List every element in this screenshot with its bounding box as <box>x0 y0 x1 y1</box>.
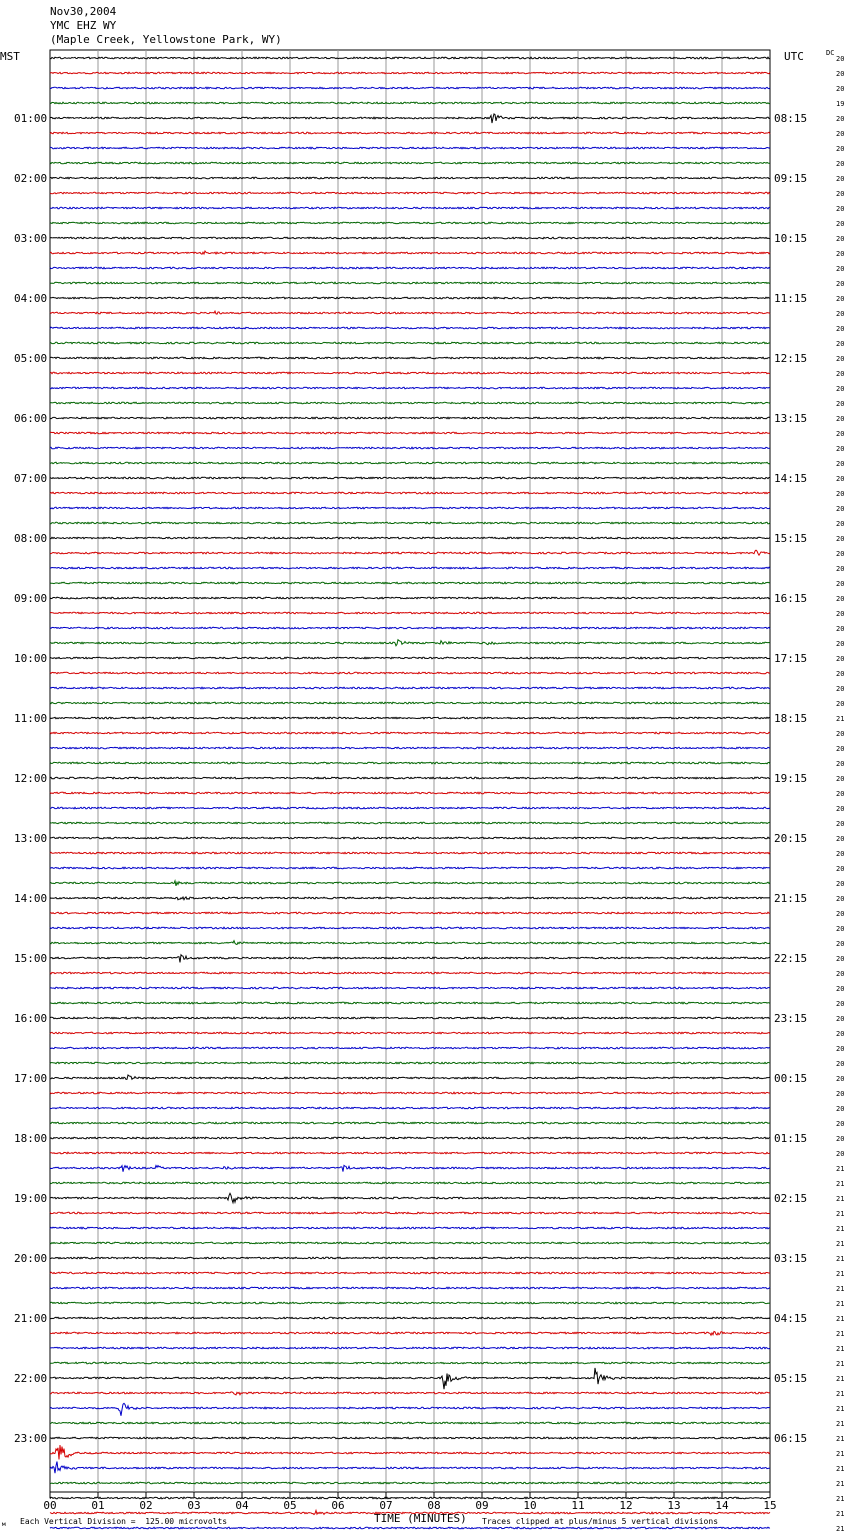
dc-offset-label: 20 <box>836 370 845 378</box>
trace-line <box>50 1122 770 1124</box>
dc-offset-label: 20 <box>836 595 845 603</box>
dc-offset-label: 20 <box>836 430 845 438</box>
mst-zone-label: MST <box>0 50 20 63</box>
dc-offset-label: 21 <box>836 1510 845 1518</box>
dc-offset-label: 20 <box>836 190 845 198</box>
dc-offset-label: 20 <box>836 1135 845 1143</box>
dc-offset-label: 20 <box>836 220 845 228</box>
dc-offset-label: 20 <box>836 700 845 708</box>
utc-hour-label: 13:15 <box>774 412 808 425</box>
trace-line <box>50 1227 770 1229</box>
dc-offset-label: 20 <box>836 865 845 873</box>
dc-offset-label: 20 <box>836 400 845 408</box>
trace-line <box>50 177 770 179</box>
utc-hour-label: 01:15 <box>774 1132 808 1145</box>
trace-line <box>50 717 770 719</box>
dc-offset-label: 20 <box>836 130 845 138</box>
trace-line <box>50 837 770 839</box>
dc-offset-label: 21 <box>836 1255 845 1263</box>
utc-hour-label: 14:15 <box>774 472 808 485</box>
dc-offset-label: 20 <box>836 895 845 903</box>
dc-offset-label: 20 <box>836 520 845 528</box>
utc-hour-label: 18:15 <box>774 712 808 725</box>
dc-offset-label: 19 <box>836 100 845 108</box>
trace-line <box>50 1165 770 1171</box>
x-tick-label: 09 <box>475 1499 489 1512</box>
x-tick-label: 06 <box>331 1499 345 1512</box>
dc-offset-label: 21 <box>836 1315 845 1323</box>
trace-line <box>50 1062 770 1064</box>
x-tick-label: 14 <box>715 1499 729 1512</box>
utc-hour-label: 20:15 <box>774 832 808 845</box>
dc-offset-label: 20 <box>836 235 845 243</box>
x-tick-label: 15 <box>763 1499 777 1512</box>
trace-line <box>50 1107 770 1109</box>
dc-offset-label: 20 <box>836 175 845 183</box>
dc-offset-label: 20 <box>836 805 845 813</box>
dc-offset-label: 21 <box>836 1375 845 1383</box>
x-tick-label: 13 <box>667 1499 681 1512</box>
dc-offset-label: 20 <box>836 295 845 303</box>
trace-line <box>50 912 770 914</box>
dc-offset-label: 20 <box>836 280 845 288</box>
utc-hour-label: 15:15 <box>774 532 808 545</box>
dc-offset-label: 21 <box>836 1180 845 1188</box>
dc-offset-label: 20 <box>836 655 845 663</box>
dc-offset-label: 20 <box>836 1030 845 1038</box>
utc-hour-label: 17:15 <box>774 652 808 665</box>
trace-line <box>50 192 770 194</box>
trace-line <box>50 807 770 809</box>
dc-offset-label: 20 <box>836 355 845 363</box>
utc-hour-label: 12:15 <box>774 352 808 365</box>
trace-line <box>50 881 770 886</box>
dc-offset-label: 21 <box>836 1195 845 1203</box>
dc-offset-label: 20 <box>836 310 845 318</box>
trace-line <box>50 822 770 824</box>
trace-line <box>50 1527 770 1529</box>
x-tick-label: 12 <box>619 1499 633 1512</box>
mst-hour-label: 20:00 <box>14 1252 48 1265</box>
dc-offset-label: 21 <box>836 1360 845 1368</box>
trace-line <box>50 1092 770 1094</box>
trace-line <box>50 507 770 509</box>
trace-line <box>50 657 770 659</box>
trace-line <box>50 1182 770 1184</box>
dc-offset-label: 20 <box>836 565 845 573</box>
x-tick-label: 01 <box>91 1499 105 1512</box>
trace-line <box>50 1482 770 1484</box>
dc-offset-label: 20 <box>836 685 845 693</box>
utc-hour-label: 05:15 <box>774 1372 808 1385</box>
mst-hour-label: 14:00 <box>14 892 48 905</box>
dc-offset-label: 21 <box>836 1495 845 1503</box>
dc-offset-label: 20 <box>836 1045 845 1053</box>
utc-hour-label: 10:15 <box>774 232 808 245</box>
clip-note: Traces clipped at plus/minus 5 vertical divisions <box>482 1517 719 1526</box>
utc-hour-label: 04:15 <box>774 1312 808 1325</box>
trace-line <box>50 222 770 224</box>
trace-line <box>50 1331 770 1335</box>
trace-line <box>50 1137 770 1139</box>
trace-line <box>50 627 770 629</box>
trace-line <box>50 372 770 374</box>
dc-offset-label: 21 <box>836 1225 845 1233</box>
dc-offset-label: 21 <box>836 1210 845 1218</box>
mst-hour-label: 18:00 <box>14 1132 48 1145</box>
mst-hour-label: 09:00 <box>14 592 48 605</box>
trace-line <box>50 612 770 614</box>
dc-offset-label: 21 <box>836 1240 845 1248</box>
x-tick-label: 10 <box>523 1499 537 1512</box>
x-axis-title: TIME (MINUTES) <box>374 1512 467 1525</box>
trace-line <box>50 897 770 900</box>
trace-line <box>50 1362 770 1364</box>
trace-line <box>50 1497 770 1499</box>
x-tick-label: 08 <box>427 1499 441 1512</box>
dc-offset-label: 21 <box>836 1465 845 1473</box>
dc-offset-label: 20 <box>836 1060 845 1068</box>
trace-line <box>50 550 770 555</box>
dc-offset-label: 20 <box>836 55 845 63</box>
dc-offset-label: 21 <box>836 1450 845 1458</box>
trace-line <box>50 57 770 59</box>
x-tick-label: 03 <box>187 1499 201 1512</box>
trace-line <box>50 1272 770 1274</box>
trace-line <box>50 987 770 989</box>
x-tick-label: 02 <box>139 1499 153 1512</box>
trace-line <box>50 852 770 854</box>
utc-hour-label: 22:15 <box>774 952 808 965</box>
dc-offset-label: 20 <box>836 1075 845 1083</box>
utc-hour-label: 09:15 <box>774 172 808 185</box>
dc-offset-label: 20 <box>836 670 845 678</box>
mst-hour-label: 17:00 <box>14 1072 48 1085</box>
trace-line <box>50 792 770 794</box>
trace-line <box>50 462 770 464</box>
trace-line <box>50 297 770 299</box>
trace-line <box>50 687 770 689</box>
mst-hour-label: 19:00 <box>14 1192 48 1205</box>
x-tick-label: 11 <box>571 1499 585 1512</box>
dc-offset-label: 20 <box>836 145 845 153</box>
dc-offset-label: 21 <box>836 1285 845 1293</box>
trace-line <box>50 147 770 149</box>
utc-hour-label: 03:15 <box>774 1252 808 1265</box>
trace-line <box>50 747 770 749</box>
trace-line <box>50 1193 770 1202</box>
trace-line <box>50 762 770 764</box>
mst-hour-label: 11:00 <box>14 712 48 725</box>
dc-offset-label: 20 <box>836 505 845 513</box>
trace-line <box>50 114 770 123</box>
mst-hour-label: 10:00 <box>14 652 48 665</box>
trace-line <box>50 1287 770 1289</box>
dc-offset-label: 20 <box>836 160 845 168</box>
corner-mark: м <box>2 1521 6 1528</box>
dc-offset-label: 20 <box>836 1015 845 1023</box>
trace-line <box>50 1347 770 1349</box>
mst-hour-label: 23:00 <box>14 1432 48 1445</box>
trace-line <box>50 777 770 779</box>
trace-line <box>50 207 770 209</box>
trace-line <box>50 72 770 74</box>
dc-offset-label: 21 <box>836 1480 845 1488</box>
utc-hour-label: 06:15 <box>774 1432 808 1445</box>
dc-offset-label: 20 <box>836 70 845 78</box>
dc-offset-label: 20 <box>836 385 845 393</box>
dc-offset-label: 21 <box>836 1390 845 1398</box>
trace-line <box>50 447 770 449</box>
dc-offset-label: 21 <box>836 715 845 723</box>
label-layer <box>14 55 844 1534</box>
trace-line <box>50 1152 770 1154</box>
trace-line <box>50 1257 770 1259</box>
dc-offset-label: 21 <box>836 1300 845 1308</box>
dc-offset-label: 20 <box>836 445 845 453</box>
trace-line <box>50 1392 770 1395</box>
trace-line <box>50 1445 770 1460</box>
dc-offset-label: 20 <box>836 760 845 768</box>
dc-offset-label: 20 <box>836 250 845 258</box>
dc-offset-label: 20 <box>836 1000 845 1008</box>
dc-offset-label: 20 <box>836 880 845 888</box>
dc-offset-label: 20 <box>836 925 845 933</box>
mst-hour-label: 08:00 <box>14 532 48 545</box>
trace-line <box>50 237 770 239</box>
trace-line <box>50 87 770 89</box>
trace-line <box>50 1032 770 1034</box>
trace-line <box>50 1212 770 1214</box>
trace-layer <box>50 57 770 1534</box>
record-date: Nov30,2004 <box>50 5 117 18</box>
trace-line <box>50 1302 770 1304</box>
dc-offset-label: 20 <box>836 985 845 993</box>
scale-note: Each Vertical Division = 125.00 microvolts <box>20 1517 228 1526</box>
dc-offset-label: 20 <box>836 745 845 753</box>
trace-line <box>50 162 770 164</box>
trace-line <box>50 492 770 494</box>
trace-line <box>50 640 770 646</box>
trace-line <box>50 1462 770 1474</box>
trace-line <box>50 387 770 389</box>
dc-offset-label: 20 <box>836 535 845 543</box>
trace-line <box>50 357 770 359</box>
dc-offset-label: 21 <box>836 1435 845 1443</box>
dc-offset-label: 20 <box>836 205 845 213</box>
dc-offset-label: 20 <box>836 970 845 978</box>
mst-hour-label: 16:00 <box>14 1012 48 1025</box>
dc-offset-label: 20 <box>836 625 845 633</box>
dc-offset-label: 20 <box>836 775 845 783</box>
mst-hour-label: 22:00 <box>14 1372 48 1385</box>
trace-line <box>50 1075 770 1079</box>
dc-offset-label: 20 <box>836 325 845 333</box>
mst-hour-label: 06:00 <box>14 412 48 425</box>
dc-offset-label: 20 <box>836 1150 845 1158</box>
plot-frame <box>50 50 770 1492</box>
trace-line <box>50 327 770 329</box>
utc-hour-label: 23:15 <box>774 1012 808 1025</box>
trace-line <box>50 927 770 929</box>
utc-hour-label: 19:15 <box>774 772 808 785</box>
dc-offset-label: 20 <box>836 415 845 423</box>
dc-offset-label: 20 <box>836 820 845 828</box>
trace-line <box>50 537 770 539</box>
dc-offset-label: 20 <box>836 730 845 738</box>
dc-offset-label: 20 <box>836 940 845 948</box>
station-location: (Maple Creek, Yellowstone Park, WY) <box>50 33 282 46</box>
trace-line <box>50 267 770 269</box>
trace-line <box>50 1317 770 1319</box>
x-tick-label: 07 <box>379 1499 393 1512</box>
mst-hour-label: 05:00 <box>14 352 48 365</box>
trace-line <box>50 477 770 479</box>
trace-line <box>50 867 770 869</box>
dc-offset-label: 21 <box>836 1330 845 1338</box>
dc-offset-label: 20 <box>836 265 845 273</box>
dc-offset-label: 21 <box>836 1525 845 1533</box>
dc-offset-label: 20 <box>836 115 845 123</box>
utc-hour-label: 02:15 <box>774 1192 808 1205</box>
trace-line <box>50 955 770 963</box>
trace-line <box>50 522 770 524</box>
dc-offset-label: 21 <box>836 1165 845 1173</box>
trace-line <box>50 582 770 584</box>
trace-line <box>50 1403 770 1416</box>
mst-hour-label: 01:00 <box>14 112 48 125</box>
trace-line <box>50 282 770 284</box>
utc-hour-label: 11:15 <box>774 292 808 305</box>
dc-offset-label: 21 <box>836 1270 845 1278</box>
utc-hour-label: 08:15 <box>774 112 808 125</box>
trace-line <box>50 567 770 569</box>
dc-offset-label: 20 <box>836 640 845 648</box>
trace-line <box>50 132 770 134</box>
dc-offset-label: 20 <box>836 1105 845 1113</box>
trace-line <box>50 102 770 104</box>
mst-hour-label: 03:00 <box>14 232 48 245</box>
trace-line <box>50 432 770 434</box>
station-code: YMC EHZ WY <box>50 19 117 32</box>
mst-hour-label: 12:00 <box>14 772 48 785</box>
x-tick-label: 05 <box>283 1499 297 1512</box>
mst-hour-label: 15:00 <box>14 952 48 965</box>
trace-line <box>50 417 770 419</box>
trace-line <box>50 732 770 734</box>
trace-line <box>50 1422 770 1424</box>
trace-line <box>50 251 770 254</box>
dc-offset-label: 20 <box>836 910 845 918</box>
trace-line <box>50 597 770 599</box>
trace-line <box>50 1368 770 1389</box>
dc-offset-label: 21 <box>836 1345 845 1353</box>
dc-label: DC <box>826 49 835 57</box>
trace-line <box>50 402 770 404</box>
dc-offset-label: 20 <box>836 1090 845 1098</box>
dc-offset-label: 20 <box>836 955 845 963</box>
trace-line <box>50 672 770 674</box>
utc-hour-label: 21:15 <box>774 892 808 905</box>
dc-offset-label: 20 <box>836 580 845 588</box>
utc-zone-label: UTC <box>784 50 804 63</box>
mst-hour-label: 13:00 <box>14 832 48 845</box>
dc-offset-label: 20 <box>836 790 845 798</box>
dc-offset-label: 20 <box>836 835 845 843</box>
dc-offset-label: 21 <box>836 1420 845 1428</box>
trace-line <box>50 941 770 945</box>
mst-hour-label: 04:00 <box>14 292 48 305</box>
dc-offset-label: 20 <box>836 850 845 858</box>
trace-line <box>50 1002 770 1004</box>
mst-hour-label: 07:00 <box>14 472 48 485</box>
dc-offset-label: 20 <box>836 85 845 93</box>
trace-line <box>50 311 770 314</box>
trace-line <box>50 972 770 974</box>
dc-offset-label: 20 <box>836 1120 845 1128</box>
trace-line <box>50 1242 770 1244</box>
trace-line <box>50 342 770 344</box>
trace-line <box>50 1437 770 1439</box>
mst-hour-label: 21:00 <box>14 1312 48 1325</box>
utc-hour-label: 00:15 <box>774 1072 808 1085</box>
mst-hour-label: 02:00 <box>14 172 48 185</box>
x-tick-label: 00 <box>43 1499 57 1512</box>
dc-offset-label: 20 <box>836 340 845 348</box>
dc-offset-label: 20 <box>836 490 845 498</box>
dc-offset-label: 20 <box>836 475 845 483</box>
x-tick-label: 04 <box>235 1499 249 1512</box>
trace-line <box>50 702 770 704</box>
utc-hour-label: 16:15 <box>774 592 808 605</box>
dc-offset-label: 20 <box>836 610 845 618</box>
trace-line <box>50 1047 770 1049</box>
grid-layer <box>50 50 770 1492</box>
trace-line <box>50 1017 770 1019</box>
dc-offset-label: 21 <box>836 1405 845 1413</box>
dc-offset-label: 20 <box>836 550 845 558</box>
dc-offset-label: 20 <box>836 460 845 468</box>
